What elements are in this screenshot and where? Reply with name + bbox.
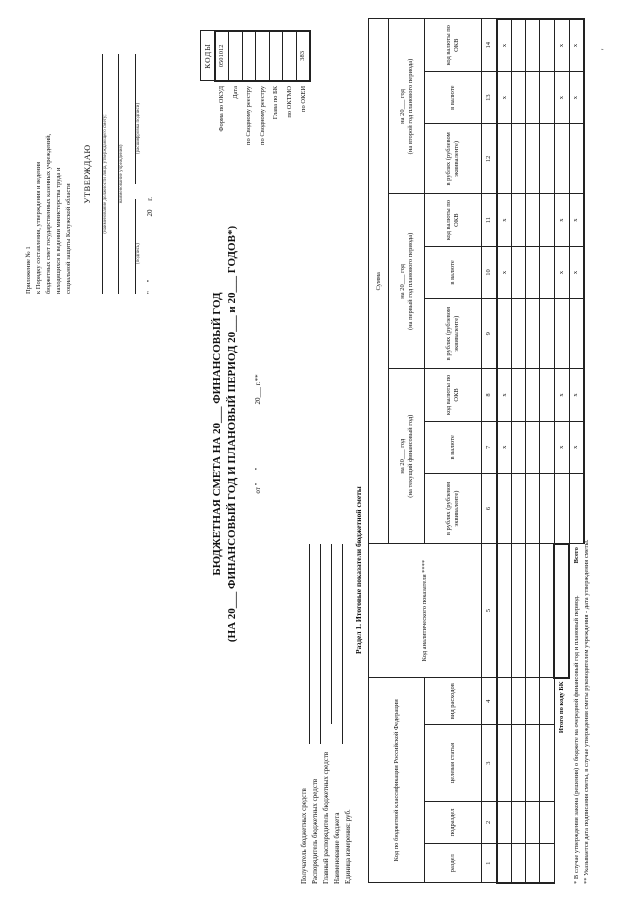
approve-title: УТВЕРЖДАЮ bbox=[82, 144, 92, 204]
header-val: в валюте bbox=[425, 246, 482, 298]
footnotes bbox=[572, 24, 592, 884]
code-value: 383 bbox=[296, 31, 310, 81]
code-label: Форма по ОКУД bbox=[218, 85, 225, 132]
section-title: Раздел 1. Итоговые показатели бюджетной сметы bbox=[354, 486, 363, 654]
table-row bbox=[512, 19, 526, 883]
header-rub: в рублях (рублевом эквиваленте) bbox=[425, 473, 482, 543]
header-okv: код валюты по ОКВ bbox=[425, 369, 482, 421]
codes-header: КОДЫ bbox=[201, 31, 215, 81]
field-row bbox=[300, 544, 311, 884]
title-date: от " " 20___ г.** bbox=[254, 374, 262, 494]
header-year-2: на 20___ год (на первый год планового периода) bbox=[389, 194, 425, 369]
field-label: Единица измерения: руб. bbox=[344, 809, 352, 884]
code-value: 0501012 bbox=[215, 31, 229, 81]
title-line-1: БЮДЖЕТНАЯ СМЕТА НА 20___ ФИНАНСОВЫЙ ГОД bbox=[211, 292, 223, 576]
codes-table bbox=[200, 30, 311, 149]
code-value bbox=[256, 31, 270, 81]
code-label: по ОКТМО bbox=[285, 85, 293, 118]
header-okv: код валюты по ОКВ bbox=[425, 194, 482, 246]
header-bk-group: Код по бюджетной классификации Российской Федерации bbox=[369, 678, 425, 883]
field-row bbox=[322, 544, 333, 884]
decoding-caption: (расшифровка подписи) bbox=[136, 102, 141, 154]
code-value bbox=[229, 31, 243, 81]
col-number: 6 bbox=[482, 473, 498, 543]
code-label: Глава по БК bbox=[272, 85, 280, 120]
appendix-line: Приложение № 1 bbox=[25, 246, 32, 294]
code-value bbox=[242, 31, 256, 81]
column-numbers-row bbox=[482, 19, 498, 883]
table-row bbox=[526, 19, 540, 883]
total-all-row: Всего х х х х х х bbox=[569, 19, 584, 883]
signature-caption: (подпись) bbox=[136, 243, 141, 264]
col-number: 2 bbox=[482, 801, 498, 843]
col-number: 13 bbox=[482, 71, 498, 123]
total-all-label: Всего bbox=[572, 547, 580, 564]
field-row bbox=[311, 544, 322, 884]
table-row bbox=[540, 19, 555, 883]
field-label: Главный распорядитель бюджетных средств bbox=[322, 751, 330, 884]
header-year-3: на 20___ год (на второй год планового периода) bbox=[389, 19, 425, 194]
total-bk-row: Итого по коду БК х х х х х х bbox=[554, 19, 569, 883]
institution-caption: наименование учреждения) bbox=[119, 144, 124, 204]
appendix-line: находящихся в ведении министерства труда и bbox=[55, 167, 62, 294]
header-sum: Сумма bbox=[369, 19, 389, 544]
approval-block bbox=[24, 54, 154, 294]
field-label: Наименование бюджета bbox=[333, 812, 341, 884]
document-title bbox=[210, 214, 262, 654]
field-label: Распорядитель бюджетных средств bbox=[311, 778, 319, 884]
col-number: 11 bbox=[482, 194, 498, 246]
appendix-line: бюджетных смет государственных казенных учреждений, bbox=[45, 133, 52, 294]
signature-row bbox=[124, 54, 136, 294]
appendix-note bbox=[24, 54, 74, 294]
header-analytic: Код аналитического показателя **** bbox=[369, 544, 482, 678]
field-row bbox=[333, 544, 344, 884]
budget-table bbox=[368, 18, 585, 884]
header-razdel: раздел bbox=[425, 843, 482, 883]
corner-mark: ' bbox=[600, 48, 609, 50]
col-number: 7 bbox=[482, 421, 498, 473]
col-number: 1 bbox=[482, 843, 498, 883]
col-number: 12 bbox=[482, 124, 498, 194]
header-okv: код валюты по ОКВ bbox=[425, 19, 482, 71]
code-value bbox=[283, 31, 297, 81]
code-label: по ОКЕИ bbox=[299, 85, 307, 112]
approval-date: " " 20 г. bbox=[146, 196, 154, 294]
table-row: х х х х х х bbox=[497, 19, 512, 883]
header-val: в валюте bbox=[425, 71, 482, 123]
code-label: по Сводному реестру bbox=[258, 85, 266, 145]
col-number: 14 bbox=[482, 19, 498, 71]
col-number: 4 bbox=[482, 678, 498, 725]
header-rub: в рублях (рублевом эквиваленте) bbox=[425, 124, 482, 194]
col-number: 8 bbox=[482, 369, 498, 421]
header-cel: целевая статья bbox=[425, 725, 482, 802]
col-number: 3 bbox=[482, 725, 498, 802]
appendix-line: к Порядку составления, утверждения и ведения bbox=[35, 161, 42, 294]
footnote: ** Указывается дата подписания сметы, в случае утверждения сметы руководителем учреждения - дата утверждения сметы. bbox=[583, 539, 590, 884]
institution-line bbox=[108, 54, 119, 294]
position-caption: (наименование должности лица, утверждающего смету; bbox=[103, 114, 108, 234]
header-val: в валюте bbox=[425, 421, 482, 473]
header-vid: вид расходов bbox=[425, 678, 482, 725]
code-label: Дата bbox=[231, 85, 239, 99]
footnote: * В случае утверждения закона (решения) о бюджете на очередной финансовый год и плановый период. bbox=[573, 595, 580, 884]
col-number: 9 bbox=[482, 299, 498, 369]
code-label: по Сводному реестру bbox=[245, 85, 253, 145]
field-label: Получатель бюджетных средств bbox=[300, 788, 308, 884]
header-rub: в рублях (рублевом эквиваленте) bbox=[425, 299, 482, 369]
header-podrazdel: подраздел bbox=[425, 801, 482, 843]
code-value bbox=[269, 31, 283, 81]
col-number: 5 bbox=[482, 544, 498, 678]
position-line bbox=[92, 54, 103, 294]
appendix-line: социальной защиты Калужской области bbox=[65, 183, 72, 294]
header-fields bbox=[300, 544, 355, 884]
header-year-1: на 20___ год (на текущий финансовый год) bbox=[389, 369, 425, 544]
title-line-2: (НА 20___ ФИНАНСОВЫЙ ГОД И ПЛАНОВЫЙ ПЕРИОД 20___ и 20___ ГОДОВ*) bbox=[226, 225, 238, 643]
col-number: 10 bbox=[482, 246, 498, 298]
total-bk-label: Итого по коду БК bbox=[557, 681, 565, 734]
